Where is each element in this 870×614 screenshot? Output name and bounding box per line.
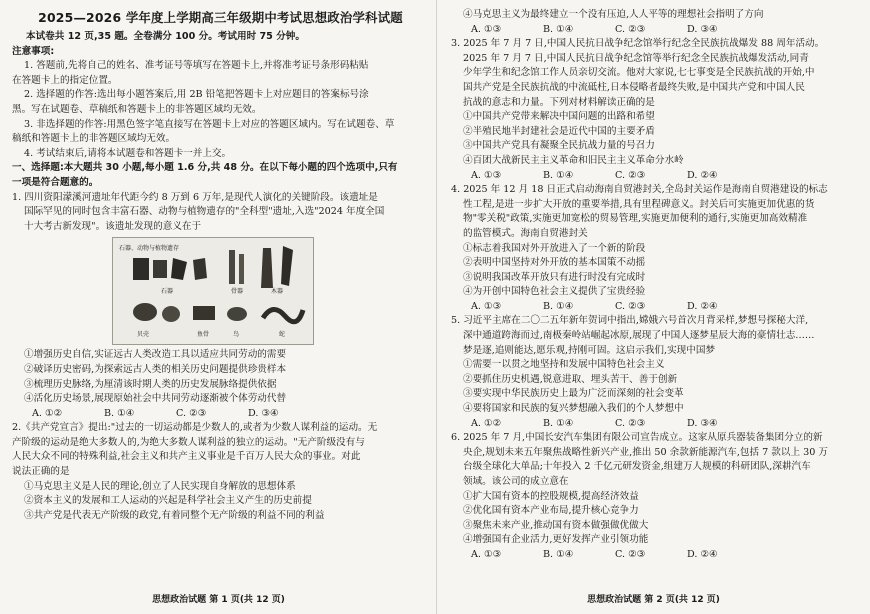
answer-choice: B. ①④ [543,417,574,429]
q2-stem: 人民大众不同的特殊利益,社会主义和共产主义事业是千百万人民大众的事业。对此 [12,451,361,463]
q2-option: ①马克思主义是人民的理论,创立了人民实现自身解放的思想体系 [24,480,296,492]
notice-heading: 注意事项: [12,45,55,57]
caption-wood: 木器 [271,288,284,296]
q5-stem: 深中通道跨海而过,南极秦岭站崛起冰原,展现了中国人逐梦星辰大海的豪情壮志…… [463,330,815,342]
q4-option: ①标志着我国对外开放进入了一个新的阶段 [463,242,646,254]
caption-fish: 鱼骨 [197,331,210,339]
q5-stem: 5. 习近平主席在二〇二五年新年贺词中指出,嫦娥六号首次月背采样,梦想号探秘大洋, [451,315,809,327]
wood-tool-icon [261,248,273,288]
q4-stem: 物"零关税"政策,实施更加宽松的贸易管理,实施更加便利的通行,实施更加高效精准 [463,213,808,225]
page-2 [437,0,870,614]
q6-stem: 领域。该公司的成立意在 [463,476,569,487]
bone-tool-icon [229,250,235,284]
notice-line: 1. 答题前,先将自己的姓名、准考证号等填写在答题卡上,并将准考证号条形码粘贴 [24,60,369,72]
q3-option: ①中国共产党带来解决中国问题的出路和希望 [463,111,655,123]
caption-shell: 贝壳 [137,331,150,339]
q4-stem: 4. 2025 年 12 月 18 日正式启动海南自贸港封关,全岛封关运作是海南自贸港建设的标志 [451,184,828,196]
q5-answer-choices [451,417,858,432]
caption-snake: 蛇 [279,331,286,339]
answer-choice: B. ①④ [543,169,574,181]
section-title: 一项是符合题意的。 [12,176,99,188]
q3-stem: 2025 年 7 月 7 日,中国人民抗日战争纪念馆等举行纪念全民族抗战爆发活动,同青 [463,52,809,64]
archaeology-artifacts-photo [112,237,314,345]
answer-choice: D. ③④ [248,407,279,419]
q4-option: ②表明中国坚持对外开放的基本国策不动摇 [463,257,646,269]
q3-stem: 3. 2025 年 7 月 7 日,中国人民抗日战争纪念馆举行纪念全民族抗战爆发 88 周年活动。 [451,38,825,50]
snake-bone-icon [263,310,303,322]
q2-option: ④马克思主义为最终建立一个没有压迫,人人平等的理想社会指明了方向 [463,9,764,20]
exam-title: 2025—2026 学年度上学期高三年级期中考试思想政治学科试题 [38,10,403,25]
answer-choice: A. ①② [32,407,63,419]
q2-stem: 2.《共产党宣言》提出:"过去的一切运动都是少数人的,或者为少数人谋利益的运动。无 [12,422,378,434]
artifacts-illustration [113,238,313,344]
bird-bone-icon [227,307,247,321]
answer-choice: A. ①③ [471,169,502,181]
q4-answer-choices [451,300,858,315]
q6-option: ③聚焦未来产业,推动国有资本做强做优做大 [463,519,649,531]
q6-stem: 台级全球化大单品;十年投入 2 千亿元研发资金,组建万人规模的科研团队,深耕汽车 [463,461,811,473]
answer-choice: B. ①④ [543,548,574,560]
answer-choice: C. ②③ [615,169,646,181]
bone-tool-icon [239,254,244,284]
q1-stem: 十大考古新发现"。该遗址发现的意义在于 [24,220,202,232]
q3-option: ②半殖民地半封建社会是近代中国的主要矛盾 [463,125,655,137]
answer-choice: D. ③④ [687,417,718,429]
stone-tool-icon [171,258,187,280]
q2-answer-choices [451,23,858,38]
q2-stem: 说法正确的是 [12,466,70,478]
q1-option: ④活化历史场景,展现原始社会中共同劳动逐渐被个体劳动代替 [24,393,287,405]
answer-choice: B. ①④ [104,407,135,419]
q2-option: ②资本主义的发展和工人运动的兴起是科学社会主义产生的历史前提 [24,495,312,507]
fish-bone-icon [193,306,215,320]
notice-line: 稿纸和答题卡上的非答题区域均无效。 [12,133,176,145]
q2-option: ③共产党是代表无产阶级的政党,有着同整个无产阶级的利益不同的利益 [24,509,325,521]
q4-stem: 的监管模式。海南自贸港封关 [463,227,588,239]
q1-option: ②破译历史密码,为探索远古人类的相关历史问题提供珍贵样本 [24,363,287,375]
answer-choice: A. ①② [471,417,502,429]
caption-bird: 鸟 [233,331,240,339]
q5-option: ③要实现中华民族历史上最为广泛而深刻的社会变革 [463,388,684,400]
figure-side-title: 石器、动物与植物遗存 [119,245,180,253]
q5-option: ②要抓住历史机遇,锐意进取、埋头苦干、善于创新 [463,373,678,385]
q1-option: ①增强历史自信,实证远古人类改造工具以适应共同劳动的需要 [24,349,287,361]
answer-choice: B. ①④ [543,23,574,35]
q6-option: ④增强国有企业活力,更好发挥产业引领功能 [463,534,649,546]
q3-stem: 国共产党是全民族抗战的中流砥柱,日本侵略者最终失败,是中国共产党和中国人民 [463,81,805,93]
caption-bone: 骨器 [231,288,244,296]
notice-line: 2. 选择题的作答:选出每小题答案后,用 2B 铅笔把答题卡上对应题目的答案标号涂 [24,89,369,101]
section-title: 一、选择题:本大题共 30 小题,每小题 1.6 分,共 48 分。在以下每小题的四个选项中,只有 [12,162,398,174]
notice-line: 在答题卡上的指定位置。 [12,74,118,86]
q1-answer-choices [12,407,429,422]
shell-icon [162,306,180,322]
q3-option: ③中国共产党具有凝聚全民抗战力量的号召力 [463,140,655,152]
answer-choice: D. ③④ [687,23,718,35]
answer-choice: B. ①④ [543,300,574,312]
page-footer: 思想政治试题 第 2 页(共 12 页) [587,595,720,605]
stone-tool-icon [153,260,167,278]
q6-stem: 央企,规划未来五年聚焦战略性新兴产业,推出 50 余款新能源汽车,包括 7 款以上 30 万 [463,446,828,458]
q4-option: ③说明我国改革开放只有进行时没有完成时 [463,271,646,283]
q2-stem: 产阶级的运动是绝大多数人的,为绝大多数人谋利益的独立的运动。"无产阶级没有与 [12,436,365,448]
q1-stem: 1. 四川资阳濛溪河遗址年代距今约 8 万到 6 万年,是现代人演化的关键阶段。该遗址是 [12,191,378,203]
q1-stem: 国际罕见的同时包含丰富石器、动物与植物遗存的"全科型"遗址,入选"2024 年度全国 [24,206,385,218]
exam-info: 本试卷共 12 页,35 题。全卷满分 100 分。考试用时 75 分钟。 [26,31,305,42]
shell-icon [133,303,157,321]
wood-tool-icon [281,246,293,286]
q4-stem: 性工程,是进一步扩大开放的重要举措,具有里程碑意义。封关后可实施更加优惠的货 [463,198,815,210]
answer-choice: D. ②④ [687,548,718,560]
notice-line: 3. 非选择题的作答:用黑色签字笔直接写在答题卡上对应的答题区域内。写在试题卷、草 [24,118,395,130]
answer-choice: A. ①③ [471,23,502,35]
answer-choice: C. ②③ [615,23,646,35]
q5-option: ④要将国家和民族的复兴梦想融入我们的个人梦想中 [463,403,684,415]
q6-option: ②优化国有资本产业布局,提升核心竞争力 [463,505,639,517]
q3-stem: 抗战的意志和力量。下列对材料解读正确的是 [463,96,655,108]
q5-stem: 梦是逐,追则能达,愿乐观,持刚可固。这启示我们,实现中国梦 [463,344,716,356]
answer-choice: D. ②④ [687,300,718,312]
stone-tool-icon [193,258,207,280]
q3-stem: 少年学生和纪念馆工作人员亲切交流。他对大家说,七七事变是全民族抗战的开始,中 [463,67,815,79]
notice-line: 黑。写在试题卷、草稿纸和答题卡上的非答题区域均无效。 [12,103,262,115]
q6-stem: 6. 2025 年 7 月,中国长安汽车集团有限公司宣告成立。这家从原兵器装备集团分立的新 [451,432,823,444]
answer-choice: C. ②③ [176,407,207,419]
answer-choice: C. ②③ [615,548,646,560]
answer-choice: C. ②③ [615,300,646,312]
q4-option: ④为开创中国特色社会主义提供了宝贵经验 [463,286,646,298]
q3-answer-choices [451,169,858,184]
answer-choice: A. ①③ [471,300,502,312]
q6-answer-choices [451,548,858,563]
answer-choice: D. ②④ [687,169,718,181]
answer-choice: C. ②③ [615,417,646,429]
page-footer: 思想政治试题 第 1 页(共 12 页) [152,595,285,605]
q1-option: ③梳理历史脉络,为厘清该时期人类的历史发展脉络提供依据 [24,378,277,390]
q3-option: ④百团大战新民主主义革命和旧民主主义革命分水岭 [463,154,684,166]
caption-stone: 石器 [161,288,174,296]
stone-tool-icon [133,258,149,280]
answer-choice: A. ①③ [471,548,502,560]
q5-option: ①需要一以贯之地坚持和发展中国特色社会主义 [463,359,665,371]
q6-option: ①扩大国有资本的控股规模,提高经济效益 [463,490,639,502]
notice-line: 4. 考试结束后,请将本试题卷和答题卡一并上交。 [24,147,232,159]
